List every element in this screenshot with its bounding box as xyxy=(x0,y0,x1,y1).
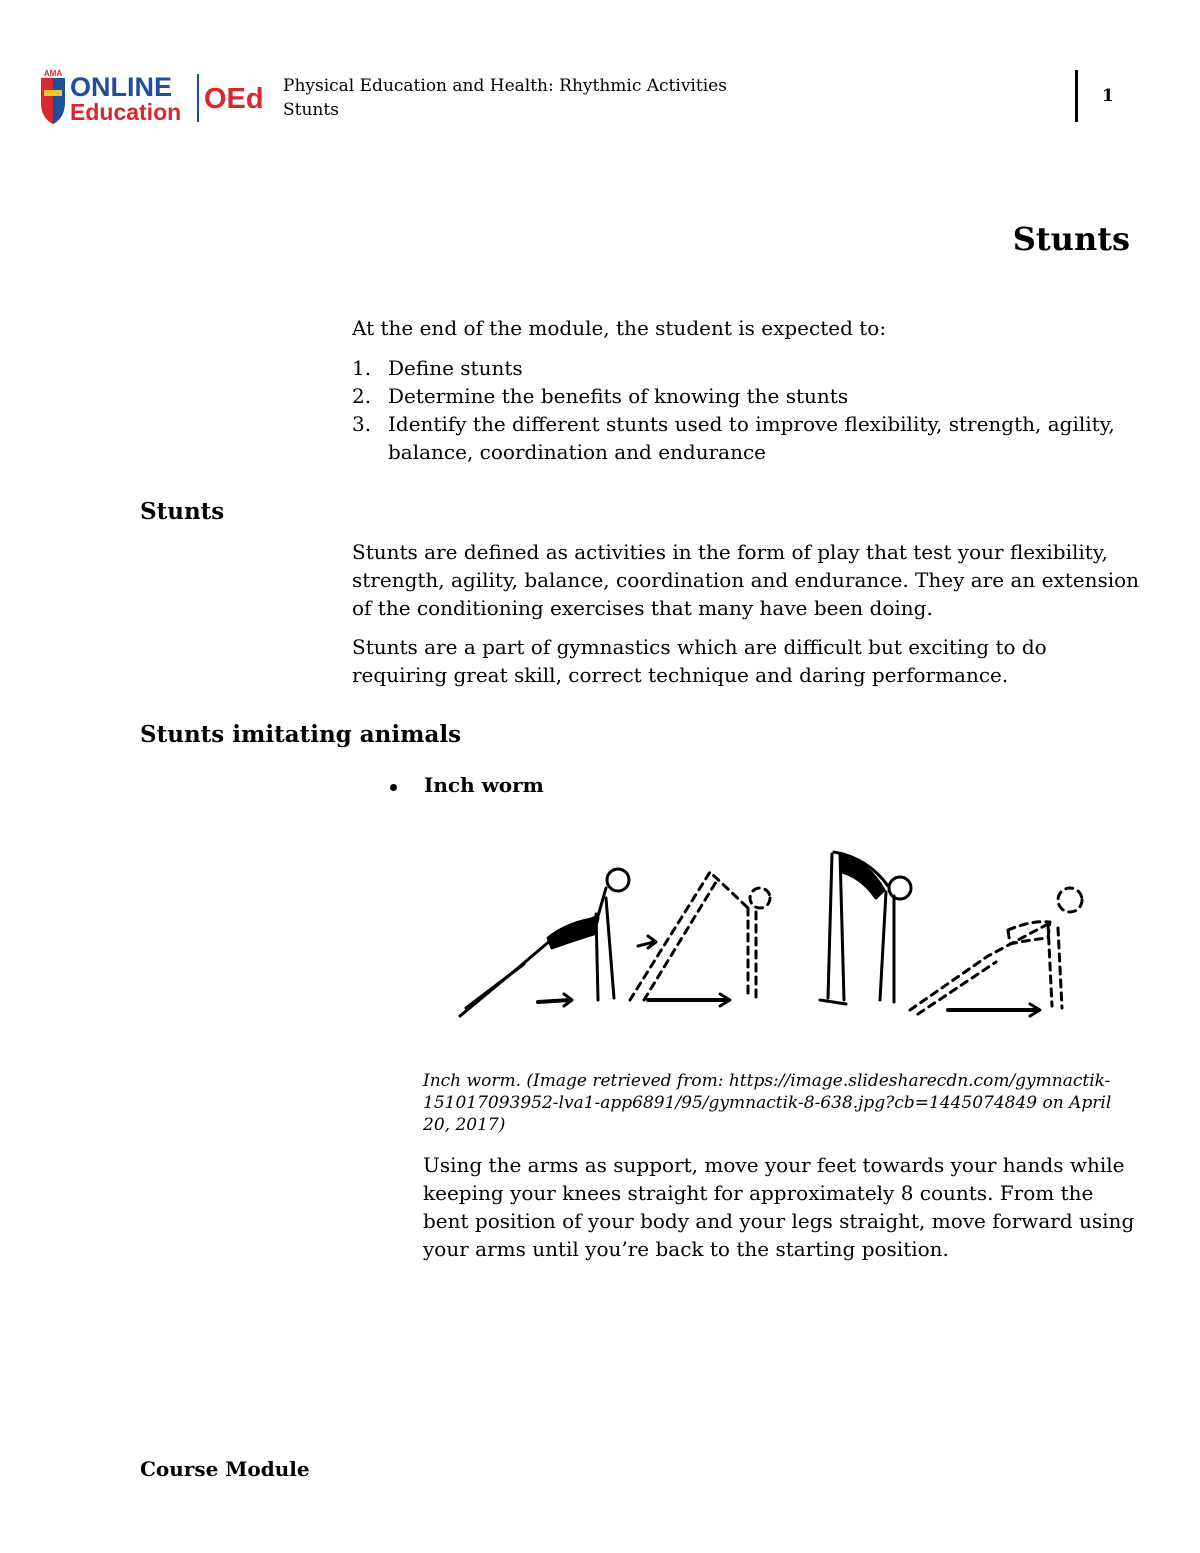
bullet-icon xyxy=(390,784,397,791)
figure-walk-dashed xyxy=(630,872,770,1000)
logo-text-education: Education xyxy=(70,99,182,125)
page-number: 1 xyxy=(1102,86,1114,106)
page-title: Stunts xyxy=(1012,220,1130,258)
logo-text-online: ONLINE xyxy=(70,72,173,102)
footer-course-module: Course Module xyxy=(140,1457,310,1481)
list-item: 2. Determine the benefits of knowing the stunts xyxy=(352,384,849,408)
stunts-definition-paragraph: Stunts are defined as activities in the form of play that test your flexibility, strength, agility, balance, coordination and endurance. They are an extension of the conditioning exercises that many have been doing. xyxy=(352,540,1140,620)
bullet-inch-worm: Inch worm xyxy=(390,773,544,797)
shield-icon xyxy=(41,69,65,124)
figure-caption: Inch worm. (Image retrieved from: https://image.slidesharecdn.com/gymnactik-151017093952-lva1-app6891/95/gymnactik-8-638.jpg?cb=1445074849 on April 20, 2017) xyxy=(423,1071,1112,1135)
online-education-logo xyxy=(38,68,270,128)
running-header xyxy=(283,74,727,122)
figure-pike xyxy=(820,852,911,1004)
section-heading-stunts: Stunts xyxy=(140,498,225,525)
header-topic: Stunts xyxy=(283,100,339,120)
stunts-gymnastics-paragraph: Stunts are a part of gymnastics which are difficult but exciting to do requiring great skill, correct technique and daring performance. xyxy=(352,635,1047,687)
section-heading-animals: Stunts imitating animals xyxy=(140,721,462,748)
inch-worm-instructions: Using the arms as support, move your feet towards your hands while keeping your knees straight for approximately 8 counts. From the bent position of your body and your legs straight, move forward using your arms until you’re back to the starting position. xyxy=(423,1153,1135,1261)
header-course-title: Physical Education and Health: Rhythmic Activities xyxy=(283,76,727,96)
inch-worm-illustration xyxy=(448,838,1098,1034)
objectives-list xyxy=(352,354,1142,466)
figure-plank xyxy=(460,869,629,1016)
figure-return-dashed xyxy=(910,888,1082,1014)
header-divider xyxy=(1075,70,1078,122)
list-item: 3. Identify the different stunts used to improve flexibility, strength, agility, balance, coordination and endurance xyxy=(352,412,1115,464)
objectives-intro: At the end of the module, the student is expected to: xyxy=(352,316,887,340)
list-item: 1. Define stunts xyxy=(352,356,523,380)
svg-text:AMA: AMA xyxy=(43,69,63,78)
logo-text-oed: OEd xyxy=(204,83,264,115)
